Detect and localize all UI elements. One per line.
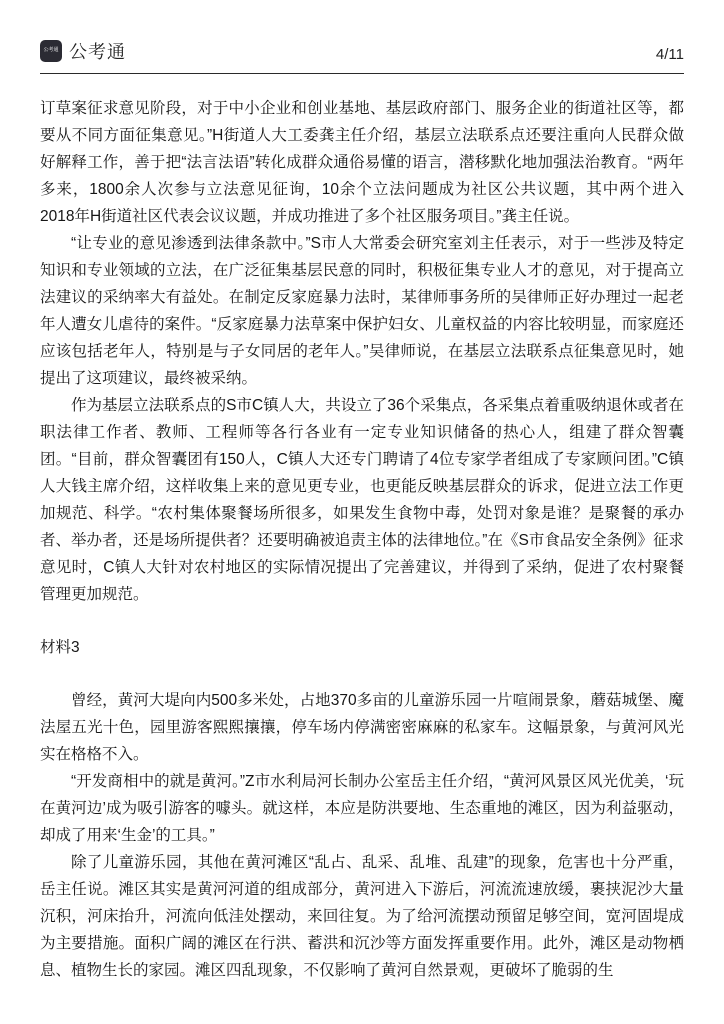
paragraph: 作为基层立法联系点的S市C镇人大，共设立了36个采集点，各采集点着重吸纳退休或者在职法律工作者、教师、工程师等各行各业有一定专业知识储备的热心人，组建了群众智囊团。“目前，群众智囊团有150人，C镇人大还专门聘请了4位专家学者组成了专家顾问团。”C镇人大钱主席介绍，这样收集上来的意见更专业，也更能反映基层群众的诉求，促进立法工作更加规范、科学。“农村集体聚餐场所很多，如果发生食物中毒，处罚对象是谁？是聚餐的承办者、举办者，还是场所提供者？还要明确被追责主体的法律地位。”在《S市食品安全条例》征求意见时，C镇人大针对农村地区的实际情况提出了完善建议，并得到了采纳，促进了农村聚餐管理更加规范。	[40, 397, 684, 603]
paragraph: 曾经，黄河大堤向内500多米处，占地370多亩的儿童游乐园一片喧闹景象，蘑菇城堡、魔法屋五光十色，园里游客熙熙攘攘，停车场内停满密密麻麻的私家车。这幅景象，与黄河风光实在格格不入。	[40, 692, 684, 763]
brand	[40, 38, 126, 64]
brand-logo-icon: 公考通	[40, 40, 62, 62]
page-header	[40, 0, 684, 74]
paragraph-continuation: 订草案征求意见阶段，对于中小企业和创业基地、基层政府部门、服务企业的街道社区等，都要从不同方面征集意见。”H街道人大工委龚主任介绍，基层立法联系点还要注重向人民群众做好解释工作，善于把“法言法语”转化成群众通俗易懂的语言，潜移默化地加强法治教育。“两年多来，1800余人次参与立法意见征询，10余个立法问题成为社区公共议题，其中两个进入2018年H街道社区代表会议议题，并成功推进了多个社区服务项目。”龚主任说。	[40, 100, 684, 225]
paragraph: “开发商相中的就是黄河。”Z市水利局河长制办公室岳主任介绍，“黄河风景区风光优美，‘玩在黄河边’成为吸引游客的噱头。就这样，本应是防洪要地、生态重地的滩区，因为利益驱动，却成了用来‘生金’的工具。”	[40, 773, 684, 844]
brand-name: 公考通	[69, 42, 126, 62]
section-heading-material-3: 材料3	[40, 639, 80, 656]
paragraph: “让专业的意见渗透到法律条款中。”S市人大常委会研究室刘主任表示，对于一些涉及特定知识和专业领域的立法，在广泛征集基层民意的同时，积极征集专业人才的意见，对于提高立法建议的采纳率大有益处。在制定反家庭暴力法时，某律师事务所的吴律师正好办理过一起老年人遭女儿虐待的案件。“反家庭暴力法草案中保护妇女、儿童权益的内容比较明显，而家庭还应该包括老年人，特别是与子女同居的老年人。”吴律师说，在基层立法联系点征集意见时，她提出了这项建议，最终被采纳。	[40, 235, 684, 387]
page-number: 4/11	[655, 46, 684, 63]
document-body	[40, 74, 684, 984]
paragraph: 除了儿童游乐园，其他在黄河滩区“乱占、乱采、乱堆、乱建”的现象，危害也十分严重，岳主任说。滩区其实是黄河河道的组成部分，黄河进入下游后，河流流速放缓，裹挟泥沙大量沉积，河床抬升，河流向低洼处摆动，来回往复。为了给河流摆动预留足够空间，宽河固堤成为主要措施。面积广阔的滩区在行洪、蓄洪和沉沙等方面发挥重要作用。此外，滩区是动物栖息、植物生长的家园。滩区四乱现象，不仅影响了黄河自然景观，更破坏了脆弱的生	[40, 854, 684, 979]
